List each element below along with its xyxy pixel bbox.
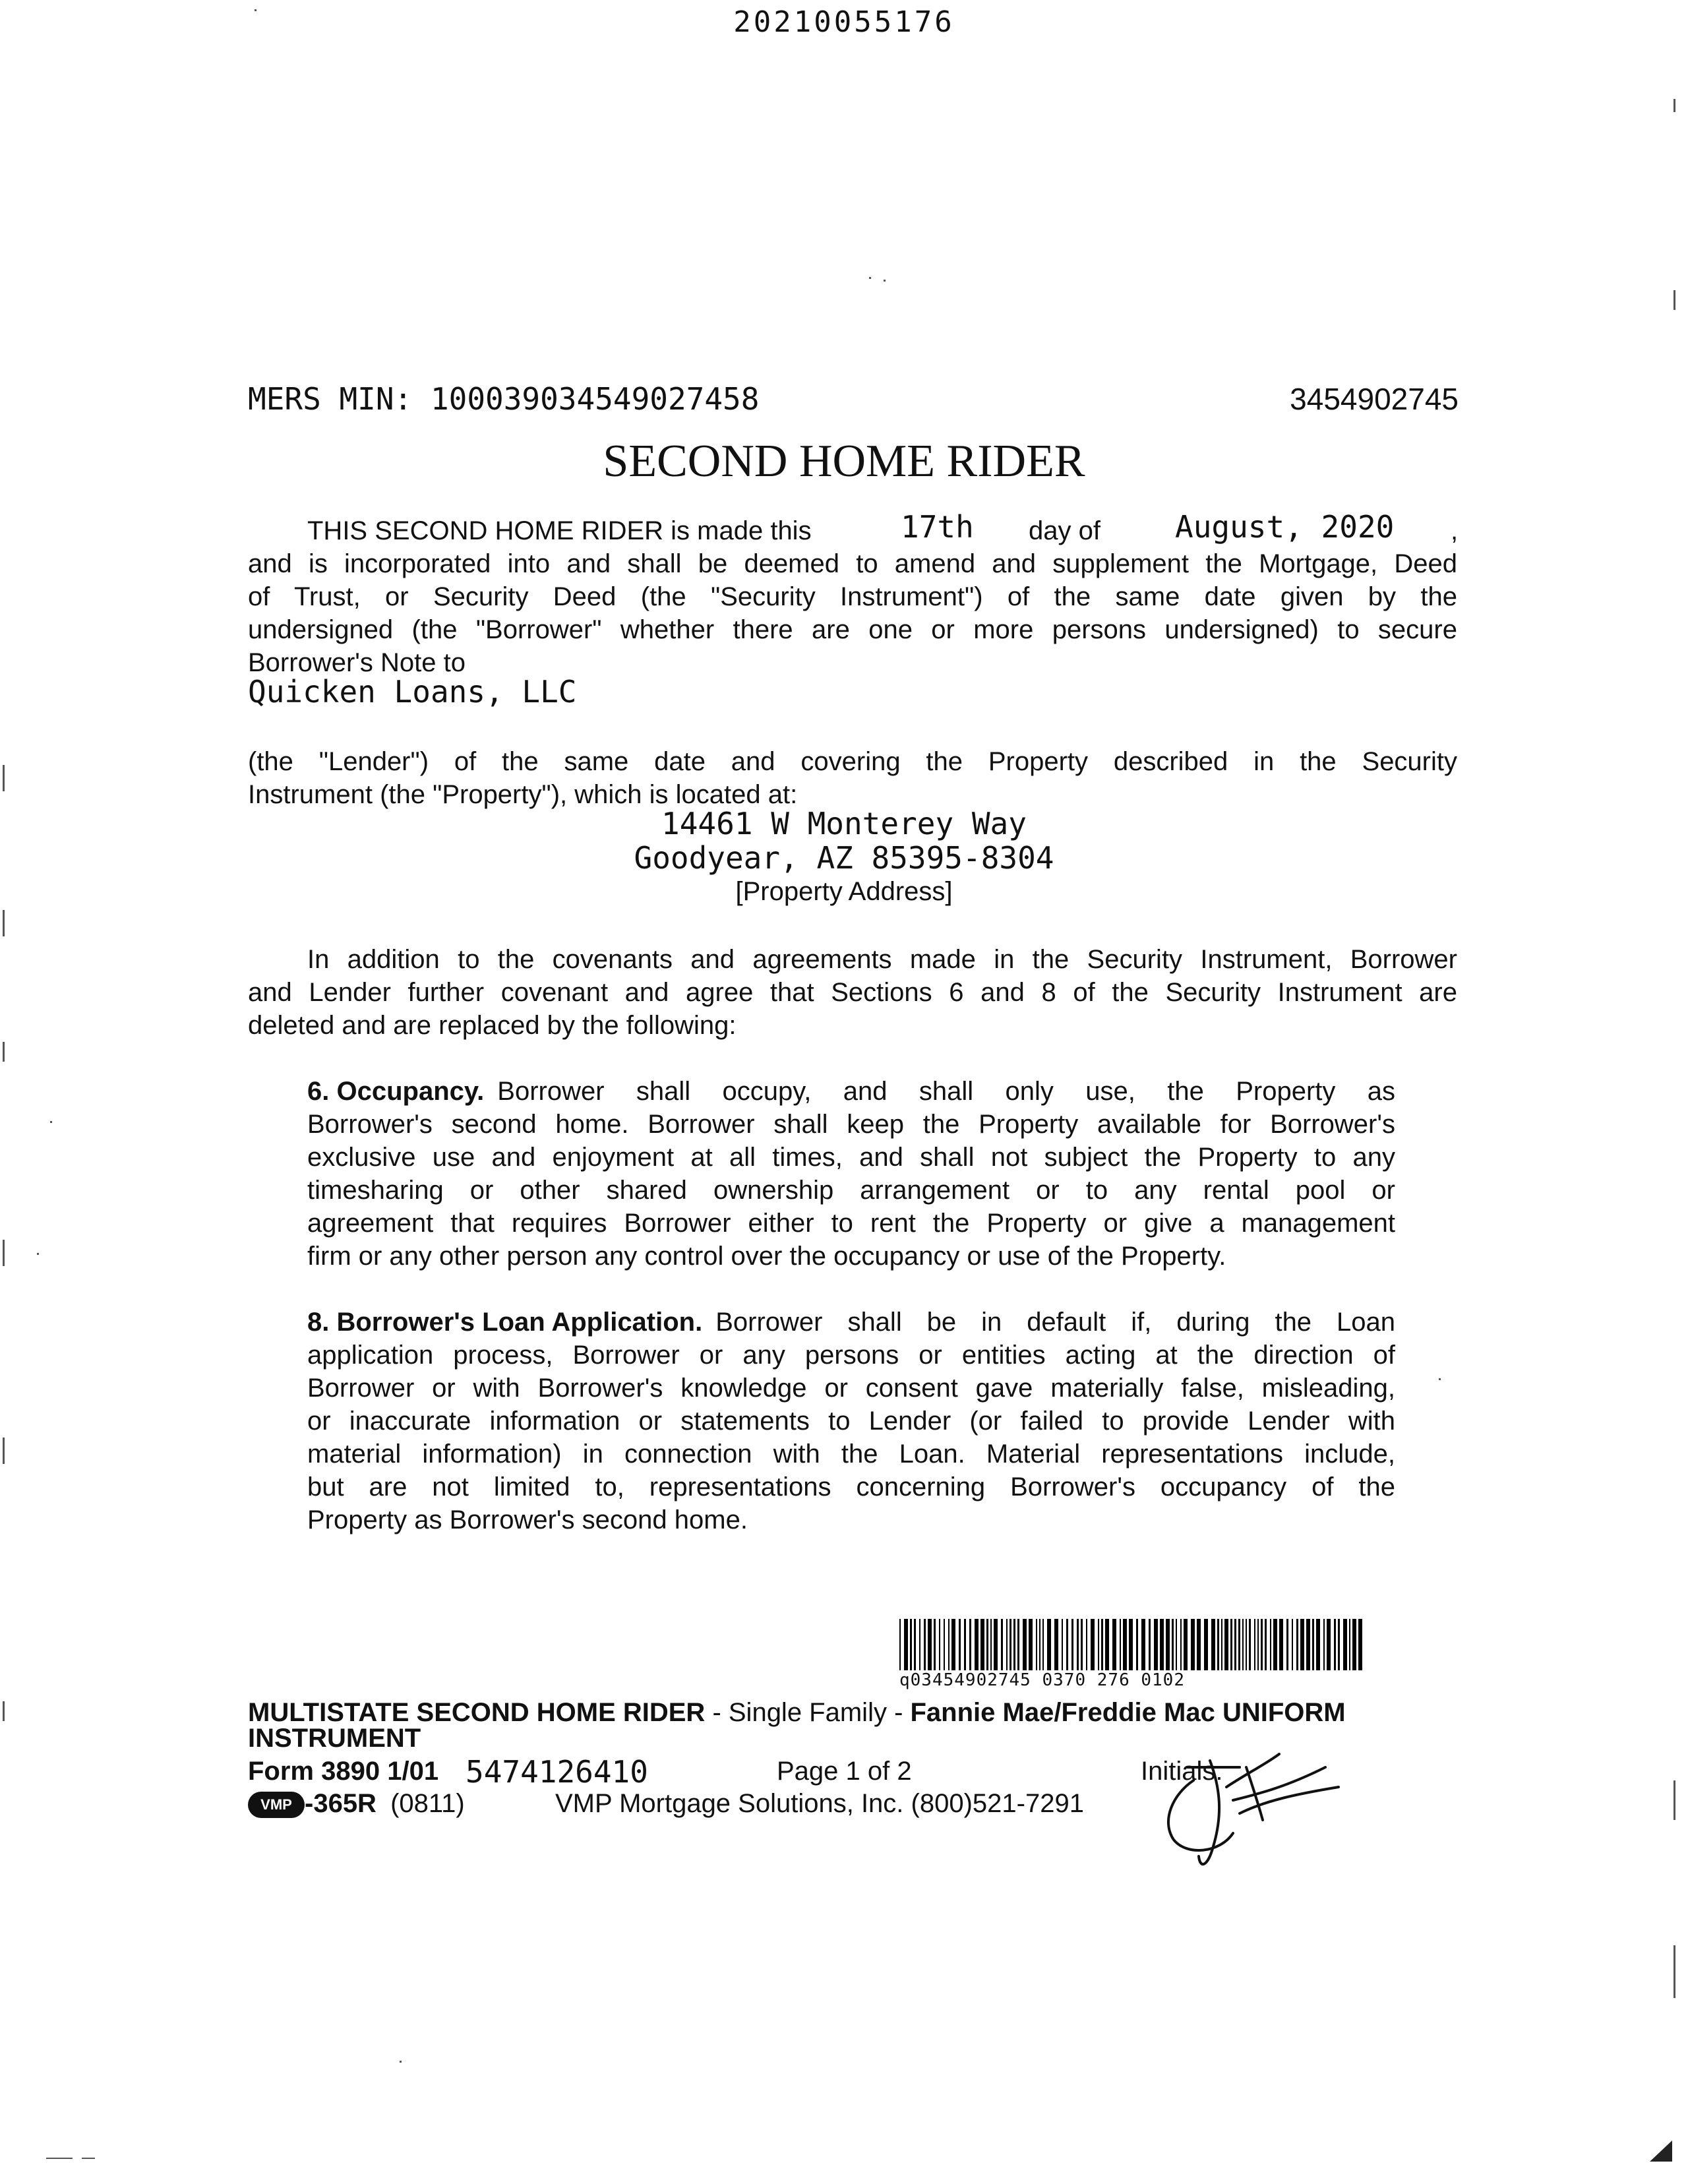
barcode-bar	[990, 1619, 992, 1670]
barcode-bar	[1279, 1619, 1283, 1670]
barcode-bar	[1273, 1619, 1277, 1670]
barcode-bar	[1101, 1619, 1103, 1670]
barcode-bar	[1086, 1619, 1087, 1670]
barcode-bar	[1017, 1619, 1019, 1670]
covenants-line-2: and Lender further covenant and agree that Sections 6 and 8 of the Security Instrument are	[248, 978, 1457, 1007]
section-8-line-6: but are not limited to, representations concerning Borrower's occupancy of the	[307, 1472, 1395, 1502]
barcode-bar	[1112, 1619, 1116, 1670]
barcode-bar	[1184, 1619, 1188, 1670]
barcode-bar	[1047, 1619, 1051, 1670]
barcode-bar	[1042, 1619, 1044, 1670]
section-6-line-3: exclusive use and enjoyment at all times, and shall not subject the Property to any	[307, 1143, 1395, 1172]
barcode-bar	[1316, 1619, 1320, 1670]
section-6-text: Borrower shall occupy, and shall only use, the Property as	[497, 1077, 1395, 1106]
footer-vmp-form-number: -365R	[305, 1789, 377, 1818]
barcode-bar	[1352, 1619, 1356, 1670]
barcode-bar	[1091, 1619, 1095, 1670]
corner-mark-icon	[1648, 2137, 1675, 2163]
barcode-bar	[1081, 1619, 1083, 1670]
barcode-bar	[1254, 1619, 1255, 1670]
footer-vmp-revision: (0811)	[390, 1789, 465, 1818]
barcode-bar	[1071, 1619, 1073, 1670]
section-8-line-2: application process, Borrower or any persons or entities acting at the direction of	[307, 1341, 1395, 1370]
barcode-bar	[1234, 1619, 1236, 1670]
barcode-bar	[948, 1619, 950, 1670]
intro-line-2: and is incorporated into and shall be deemed to amend and supplement the Mortgage, Deed	[248, 549, 1457, 578]
barcode-bar	[899, 1619, 901, 1670]
intro-line-4: undersigned (the "Borrower" whether there are one or more persons undersigned) to secure	[248, 615, 1457, 644]
barcode-bar	[1023, 1619, 1027, 1670]
lender-name: Quicken Loans, LLC	[248, 674, 577, 710]
intro-line-5: Borrower's Note to	[248, 648, 466, 677]
covenants-line-1: In addition to the covenants and agreements made in the Security Instrument, Borrower	[307, 945, 1457, 974]
barcode-bar	[904, 1619, 908, 1670]
barcode-bar	[1238, 1619, 1240, 1670]
barcode-bar	[1149, 1619, 1151, 1670]
barcode-bar	[1300, 1619, 1304, 1670]
barcode-bar	[1197, 1619, 1201, 1670]
barcode-bar	[951, 1619, 955, 1670]
intro-month-year: August, 2020	[1175, 509, 1395, 545]
property-city-state-zip: Goodyear, AZ 85395-8304	[634, 840, 1054, 876]
barcode-bar	[1180, 1619, 1182, 1670]
barcode-bar	[1029, 1619, 1033, 1670]
loan-number: 3454902745	[1290, 382, 1459, 416]
barcode-bar	[924, 1619, 926, 1670]
barcode-bar	[1261, 1619, 1263, 1670]
footer-title-b: Fannie Mae/Freddie Mac UNIFORM	[910, 1698, 1346, 1727]
barcode-bar	[1327, 1619, 1331, 1670]
barcode-bar	[1001, 1619, 1003, 1670]
barcode	[899, 1619, 1368, 1670]
footer-vmp-company: VMP Mortgage Solutions, Inc. (800)521-7291	[555, 1789, 1084, 1818]
barcode-bar	[1224, 1619, 1228, 1670]
barcode-bar	[1358, 1619, 1362, 1670]
vmp-logo-icon: VMP	[248, 1792, 305, 1818]
footer-initials-label: Initials:	[1141, 1757, 1223, 1786]
barcode-bar	[1349, 1619, 1350, 1670]
barcode-bar	[1098, 1619, 1099, 1670]
barcode-bar	[1312, 1619, 1314, 1670]
footer-title-sep: - Single Family -	[705, 1698, 911, 1727]
barcode-bar	[1246, 1619, 1247, 1670]
section-6-line-6: firm or any other person any control over the occupancy or use of the Property.	[307, 1242, 1226, 1271]
recording-number: 20210055176	[733, 5, 955, 39]
barcode-bar	[1077, 1619, 1079, 1670]
barcode-bar	[1230, 1619, 1232, 1670]
initials-signature-icon	[1147, 1741, 1358, 1873]
barcode-bar	[1176, 1619, 1177, 1670]
barcode-bar	[969, 1619, 971, 1670]
barcode-bar	[1013, 1619, 1015, 1670]
barcode-bar	[1120, 1619, 1121, 1670]
barcode-bar	[1154, 1619, 1158, 1670]
intro-comma: ,	[1451, 516, 1459, 545]
section-6-line-1	[307, 1075, 1395, 1108]
barcode-bar	[1306, 1619, 1310, 1670]
barcode-bar	[1338, 1619, 1340, 1670]
barcode-bar	[914, 1619, 916, 1670]
intro-day-of: day of	[1029, 516, 1100, 545]
intro-line-6: (the "Lender") of the same date and covering the Property described in the Security	[248, 747, 1457, 776]
barcode-bar	[1191, 1619, 1195, 1670]
section-8-line-5: material information) in connection with the Loan. Material representations include,	[307, 1440, 1395, 1469]
footer-page-number: Page 1 of 2	[777, 1757, 912, 1786]
section-6-occupancy	[307, 1075, 1395, 1273]
barcode-bar	[910, 1619, 912, 1670]
property-address-label: [Property Address]	[735, 877, 953, 906]
barcode-bar	[1123, 1619, 1127, 1670]
covenants-line-3: deleted and are replaced by the following:	[248, 1011, 737, 1040]
barcode-bar	[994, 1619, 998, 1670]
barcode-bar	[928, 1619, 932, 1670]
barcode-text: q03454902745 0370 276 0102	[899, 1670, 1185, 1690]
barcode-bar	[964, 1619, 966, 1670]
footer-loan-code: 5474126410	[466, 1754, 648, 1790]
barcode-bar	[1221, 1619, 1222, 1670]
section-6-line-4: timesharing or other shared ownership arrangement or to any rental pool or	[307, 1176, 1395, 1205]
footer-title-a: MULTISTATE SECOND HOME RIDER	[248, 1698, 706, 1727]
section-8-line-1	[307, 1306, 1395, 1339]
section-6-line-2: Borrower's second home. Borrower shall keep the Property available for Borrower's	[307, 1110, 1395, 1139]
intro-line-1	[307, 509, 1461, 547]
barcode-bar	[959, 1619, 961, 1670]
barcode-bar	[1136, 1619, 1138, 1670]
intro-day: 17th	[901, 509, 974, 545]
barcode-bar	[919, 1619, 920, 1670]
barcode-bar	[934, 1619, 936, 1670]
barcode-bar	[1249, 1619, 1251, 1670]
barcode-bar	[980, 1619, 984, 1670]
barcode-bar	[1343, 1619, 1347, 1670]
footer-title-instrument: INSTRUMENT	[248, 1724, 421, 1753]
barcode-bar	[1242, 1619, 1244, 1670]
barcode-bar	[1039, 1619, 1040, 1670]
barcode-bar	[1141, 1619, 1145, 1670]
property-street: 14461 W Monterey Way	[661, 806, 1027, 841]
barcode-bar	[1265, 1619, 1267, 1670]
barcode-bar	[1054, 1619, 1058, 1670]
barcode-bar	[1217, 1619, 1219, 1670]
barcode-bar	[1323, 1619, 1325, 1670]
section-8-text: Borrower shall be in default if, during the Loan	[715, 1308, 1395, 1337]
intro-line-7: Instrument (the "Property"), which is located at:	[248, 780, 798, 809]
section-6-heading: 6. Occupancy.	[307, 1077, 485, 1106]
barcode-bar	[1160, 1619, 1164, 1670]
intro-made-prefix: THIS SECOND HOME RIDER is made this	[307, 516, 812, 545]
section-6-line-5: agreement that requires Borrower either to rent the Property or give a management	[307, 1209, 1395, 1238]
barcode-bar	[1334, 1619, 1336, 1670]
page-title: SECOND HOME RIDER	[603, 436, 1085, 487]
barcode-bar	[1292, 1619, 1293, 1670]
barcode-bar	[1204, 1619, 1208, 1670]
barcode-bar	[1286, 1619, 1288, 1670]
barcode-bar	[986, 1619, 988, 1670]
barcode-bar	[975, 1619, 979, 1670]
barcode-bar	[1257, 1619, 1259, 1670]
barcode-bar	[944, 1619, 945, 1670]
barcode-bar	[1010, 1619, 1011, 1670]
section-8-heading: 8. Borrower's Loan Application.	[307, 1308, 703, 1337]
mers-min: MERS MIN: 100039034549027458	[248, 381, 760, 417]
intro-line-3: of Trust, or Security Deed (the "Security Instrument") of the same date given by the	[248, 582, 1457, 611]
barcode-bar	[1166, 1619, 1170, 1670]
barcode-bar	[1211, 1619, 1215, 1670]
barcode-bar	[1296, 1619, 1298, 1670]
barcode-bar	[1062, 1619, 1063, 1670]
barcode-bar	[1172, 1619, 1174, 1670]
footer-vmp-form	[248, 1789, 465, 1819]
footer-form-number: Form 3890 1/01	[248, 1757, 439, 1786]
section-8-line-7: Property as Borrower's second home.	[307, 1505, 748, 1534]
barcode-bar	[1036, 1619, 1037, 1670]
barcode-bar	[1105, 1619, 1109, 1670]
section-8-line-3: Borrower or with Borrower's knowledge or consent gave materially false, misleading,	[307, 1374, 1395, 1403]
section-8-loan-application	[307, 1306, 1395, 1536]
barcode-bar	[1066, 1619, 1068, 1670]
barcode-bar	[939, 1619, 940, 1670]
barcode-bar	[1129, 1619, 1133, 1670]
section-8-line-4: or inaccurate information or statements to Lender (or failed to provide Lender with	[307, 1407, 1395, 1436]
barcode-bar	[1270, 1619, 1271, 1670]
barcode-bar	[1006, 1619, 1008, 1670]
